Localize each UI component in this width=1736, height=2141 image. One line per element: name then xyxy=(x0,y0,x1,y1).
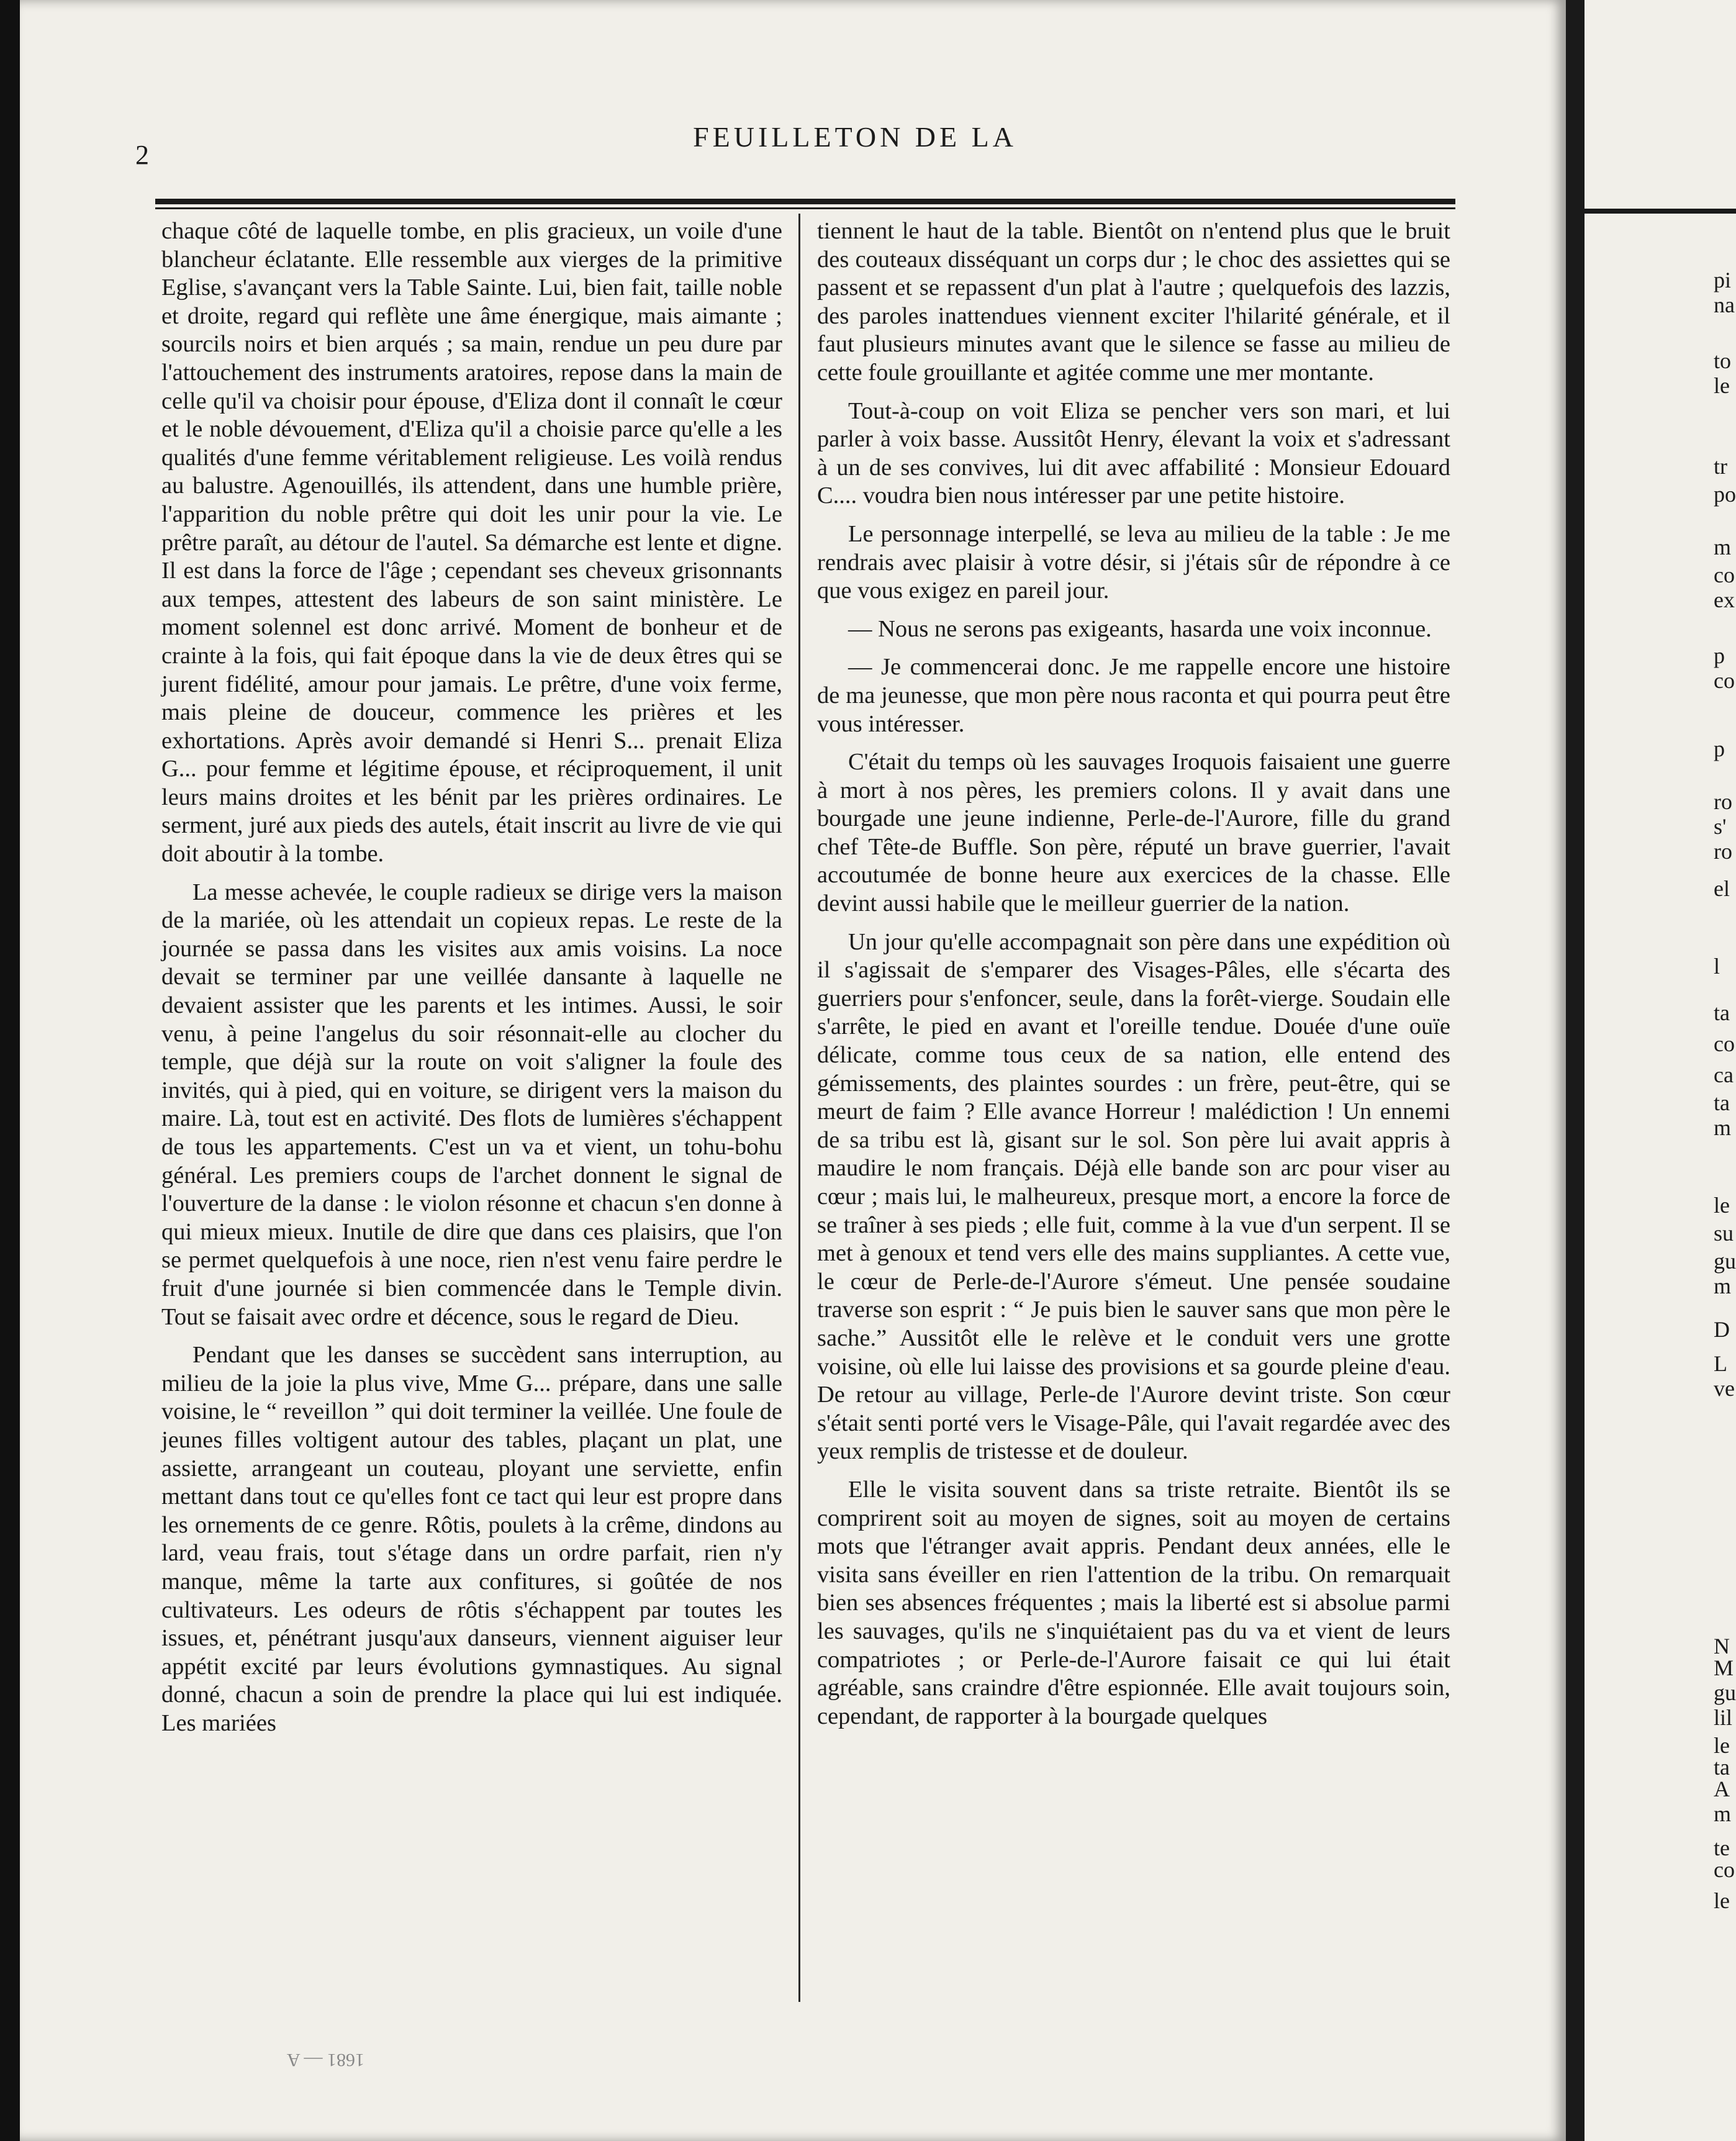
paragraph: Tout-à-coup on voit Eliza se pencher vers son mari, et lui parler à voix basse. Aussitôt Henry, élevant la voix et s'adressant à un de ses convives, lui dit avec affabilité : Monsieur Edouard C.... voudra bien nous intéresser par une petite histoire. xyxy=(817,397,1450,509)
next-page-fragment: ro xyxy=(1714,789,1732,814)
next-page-fragment: N xyxy=(1714,1634,1730,1659)
next-page-edge xyxy=(1585,0,1736,2141)
column-divider xyxy=(798,214,800,2002)
next-page-fragment: co xyxy=(1714,563,1735,587)
next-page-fragment: ta xyxy=(1714,1090,1730,1115)
next-page-fragment: pi xyxy=(1714,268,1732,292)
next-page-fragment: A xyxy=(1714,1777,1730,1801)
next-page-fragment: p xyxy=(1714,736,1725,761)
paragraph: Un jour qu'elle accompagnait son père dans une expédition où il s'agissait de s'emparer des Visages-Pâles, elle s'écarta des guerriers pour s'enfoncer, seule, dans la forêt-vierge. Soudain elle s'arrête, le pied en avant et l'oreille tendue. Douée d'une ouïe délicate, comme tous ceux de sa nation, elle entend des gémissements, des plaintes sourdes : un frère, peut-être, qui se meurt de faim ? Elle avance Horreur ! malédiction ! Un ennemi de sa tribu est là, gisant sur le sol. Son père lui avait appris à maudire le nom français. Déjà elle bande son arc pour viser au cœur ; mais lui, le malheureux, presque mort, a encore la force de se traîner à ses pieds ; elle fuit, comme à la vue d'un serpent. Il se met à genoux et tend vers elle des mains suppliantes. A cette vue, le cœur de Perle-de-l'Aurore s'émeut. Une pensée soudaine traverse son esprit : “ Je puis bien le sauver sans que mon père le sache.” Aussitôt elle le relève et le conduit vers une grotte voisine, où elle lui laisse des provisions et sa gourde pleine d'eau. De retour au village, Perle-de l'Aurore devint triste. Son cœur s'était senti porté vers le Visage-Pâle, qui l'avait regardée avec des yeux remplis de tristesse et de douleur. xyxy=(817,928,1450,1465)
next-page-fragment: co xyxy=(1714,1857,1735,1882)
next-page-fragment: le xyxy=(1714,373,1730,398)
paragraph: tiennent le haut de la table. Bientôt on n'entend plus que le bruit des couteaux disséquant un corps dur ; le choc des assiettes qui se passent et se repassent d'un plat à l'autre ; quelquefois des lazzis, des paroles inattendues viennent exciter l'hilarité générale, et il faut plusieurs minutes avant que le silence se fasse au milieu de cette foule grouillante et agitée comme une mer montante. xyxy=(817,218,1450,386)
next-page-fragment: ta xyxy=(1714,1000,1730,1025)
scan-left-border xyxy=(0,0,20,2141)
next-page-fragment: lil xyxy=(1714,1705,1733,1730)
next-page-fragment: ta xyxy=(1714,1755,1730,1780)
next-page-fragment: tr xyxy=(1714,454,1727,479)
paragraph: Elle le visita souvent dans sa triste retraite. Bientôt ils se comprirent soit au moyen de signes, soit au moyen de certains mots que l'étranger avait appris. Pendant deux années, elle le visita sans éveiller en rien l'attention de la tribu. On remarquait bien ses absences fréquentes ; mais la liberté est si absolue parmi les sauvages, qu'ils ne s'inquiétaient pas du va et vient de leurs compatriotes ; or Perle-de-l'Aurore faisait ce qui lui était agréable, sans craindre d'être espionnée. Elle avait toujours soin, cependant, de rapporter à la bourgade quelques xyxy=(817,1476,1450,1729)
newspaper-page xyxy=(20,0,1566,2141)
next-page-fragment: po xyxy=(1714,482,1736,507)
paragraph: — Nous ne serons pas exigeants, hasarda une voix inconnue. xyxy=(848,615,1432,642)
paragraph: — Je commencerai donc. Je me rappelle encore une histoire de ma jeunesse, que mon père nous raconta et qui pourra peut être vous intéresser. xyxy=(817,654,1450,737)
next-page-fragment: co xyxy=(1714,1031,1735,1056)
right-column xyxy=(817,217,1450,1740)
next-page-fragment: gu xyxy=(1714,1680,1736,1705)
next-page-fragment: ca xyxy=(1714,1062,1734,1087)
paragraph: Pendant que les danses se succèdent sans interruption, au milieu de la joie la plus vive, Mme G... prépare, dans une salle voisine, le “ reveillon ” qui doit terminer la veillée. Une foule de jeunes filles voltigent autour des tables, plaçant un plat, une assiette, arrangeant un couteau, ployant une serviette, enfin mettant dans tout ce qu'elles font ce tact qui leur est propre dans les ornements de ce genre. Rôtis, poulets à la crême, dindons au lard, veau frais, tout s'étage dans un ordre parfait, rien n'y manque, même la tarte aux confitures, si goûtée de nos cultivateurs. Les odeurs de rôtis s'échappent par toutes les issues, et, pénétrant jusqu'aux danseurs, viennent aiguiser leur appétit excité par leurs évolutions gymnastiques. Au signal donné, chacun a soin de prendre la place qui lui est indiquée. Les mariées xyxy=(161,1342,782,1736)
next-page-fragment: ve xyxy=(1714,1376,1735,1401)
next-page-fragment: te xyxy=(1714,1835,1730,1860)
next-page-fragment: su xyxy=(1714,1221,1734,1246)
next-page-fragment: to xyxy=(1714,348,1732,373)
next-page-fragment: s' xyxy=(1714,814,1727,839)
next-page-fragment: D xyxy=(1714,1317,1730,1342)
header-rule xyxy=(155,199,1455,204)
next-page-fragment: m xyxy=(1714,1801,1732,1826)
paragraph: Le personnage interpellé, se leva au milieu de la table : Je me rendrais avec plaisir à votre désir, si j'étais sûr de répondre à ce que vous exigez en pareil jour. xyxy=(817,520,1450,604)
paragraph: chaque côté de laquelle tombe, en plis gracieux, un voile d'une blancheur éclatante. Elle ressemble aux vierges de la primitive Eglise, s'avançant vers la Table Sainte. Lui, bien fait, taille noble et droite, regard qui reflète une âme énergique, mais aimante ; sourcils noirs et bien arqués ; sa main, rendue un peu dure par l'attouchement des instruments aratoires, repose dans la main de celle qu'il va choisir pour épouse, d'Eliza dont il connaît le cœur et le noble dévouement, d'Eliza qu'il a choisie parce qu'elle a les qualités d'une femme véritablement religieuse. Les voilà rendus au balustre. Agenouillés, ils attendent, dans une humble prière, l'apparition du noble prêtre qui doit les unir pour la vie. Le prêtre paraît, au détour de l'autel. Sa démarche est lente et digne. Il est dans la force de l'âge ; cependant ses cheveux grisonnants aux tempes, attestent des labeurs de son saint ministère. Le moment solennel est donc arrivé. Moment de bonheur et de crainte à la fois, qui fait époque dans la vie de deux êtres qui se jurent fidélité, amour pour jamais. Le prêtre, d'une voix ferme, mais pleine de douceur, commence les prières et les exhortations. Après avoir demandé si Henri S... prenait Eliza G... pour femme et légitime épouse, et réciproquement, il unit leurs mains droites et les bénit par les prières ordinaires. Le serment, juré aux pieds des autels, était inscrit au livre de vie qui doit aboutir à la tombe. xyxy=(161,218,782,867)
next-page-fragment: m xyxy=(1714,1274,1732,1298)
running-title: FEUILLETON DE LA xyxy=(693,121,1017,153)
page-fold-gutter xyxy=(1566,0,1585,2141)
next-page-fragment: M xyxy=(1714,1655,1734,1680)
bleed-through-mark: 1681 — A xyxy=(287,2050,365,2070)
next-page-fragment: m xyxy=(1714,1115,1732,1140)
header-rule-thin xyxy=(155,207,1455,209)
next-page-fragment: ro xyxy=(1714,839,1732,864)
next-page-fragment: le xyxy=(1714,1193,1730,1218)
next-page-fragment: L xyxy=(1714,1351,1727,1376)
next-page-fragment: p xyxy=(1714,643,1725,668)
next-page-rule xyxy=(1585,209,1736,214)
next-page-fragment: ex xyxy=(1714,587,1735,612)
next-page-fragment: el xyxy=(1714,876,1730,901)
paragraph: C'était du temps où les sauvages Iroquois faisaient une guerre à mort à nos pères, les premiers colons. Il y avait dans une bourgade une jeune indienne, Perle-de-l'Aurore, fille du grand chef Tête-de Buffle. Son père, réputé un brave guerrier, l'avait accoutumée de bonne heure aux exercices de la chasse. Elle devint aussi habile que le meilleur guerrier de la nation. xyxy=(817,749,1450,917)
left-column xyxy=(161,217,782,1747)
next-page-fragment: gu xyxy=(1714,1249,1736,1274)
page-number: 2 xyxy=(135,140,149,170)
next-page-fragment: l xyxy=(1714,954,1720,979)
next-page-fragment: le xyxy=(1714,1888,1730,1913)
next-page-fragment: co xyxy=(1714,668,1735,693)
next-page-fragment: na xyxy=(1714,292,1735,317)
next-page-fragment: le xyxy=(1714,1733,1730,1758)
next-page-fragment: m xyxy=(1714,535,1732,559)
paragraph: La messe achevée, le couple radieux se dirige vers la maison de la mariée, où les attendait un copieux repas. Le reste de la journée se passa dans les visites aux amis voisins. La noce devait se terminer par une veillée dansante à laquelle ne devaient assister que les parents et les intimes. Aussi, le soir venu, à peine l'angelus du soir résonnait-elle au clocher du temple, que déjà sur la route on voit s'aligner la foule des invités, qui à pied, qui en voiture, se dirigent vers la maison du maire. Là, tout est en activité. Des flots de lumières s'échappent de tous les appartements. C'est un va et vient, un tohu-bohu général. Les premiers coups de l'archet donnent le signal de l'ouverture de la danse : le violon résonne et chacun s'en donne à qui mieux mieux. Inutile de dire que dans ces plaisirs, que l'on se permet quelquefois à une noce, rien n'est venu faire perdre le fruit d'une journée si bien commencée dans le Temple divin. Tout se faisait avec ordre et décence, sous le regard de Dieu. xyxy=(161,879,782,1330)
